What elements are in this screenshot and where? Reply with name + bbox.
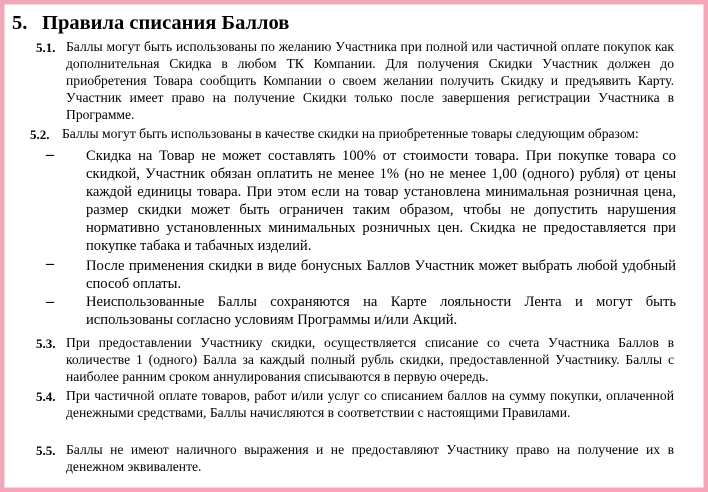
bullet-text: Скидка на Товар не может составлять 100% от стоимости товара. При покупке товара со скидкой, Участник обязан оплатить не менее 1% (но не менее 1,00 (одного) рубля) от цены каждой единицы товара. При этом если на товар установлена минимальная розничная цена, размер скидки может быть ограничен таким образом, чтобы не допустить нарушения нормативно установленных минимальных розничных цен. Скидка не предоставляется при покупке табака и табачных изделий. [86, 148, 676, 254]
item-text: Баллы могут быть использованы по желанию Участника при полной или частичной оплате покупок как дополнительная Скидка в любом ТК Компании. Для получения Скидки Участник должен до приобретения Товара сообщить Компании о своем желании получить Скидку и предъявить Карту. Участник имеет право на получение Скидки только после завершения регистрации Участника в Программе. [66, 39, 674, 122]
item-text: Баллы могут быть использованы в качестве скидки на приобретенные товары следующим образом: [62, 126, 639, 141]
item-text: При предоставлении Участнику скидки, осуществляется списание со счета Участника Баллов в количестве 1 (одного) Балла за каждый полный рубль скидки, предоставленной Участнику. Баллы с наиболее ранним сроком аннулирования списываются в первую очередь. [66, 335, 674, 384]
item-number: 5.2. [30, 127, 50, 142]
item-text: При частичной оплате товаров, работ и/или услуг со списанием баллов на сумму покупки, оплаченной денежными средствами, Баллы начисляются в соответствии с настоящими Правилами. [66, 388, 674, 420]
bullet-marker: – [46, 146, 54, 163]
section-heading [12, 12, 289, 35]
bullet-text: После применения скидки в виде бонусных Баллов Участник может выбрать любой удобный способ оплаты. [86, 258, 676, 292]
bullet-text: Неиспользованные Баллы сохраняются на Карте лояльности Лента и могут быть использованы согласно условиям Программы и/или Акций. [86, 294, 676, 328]
item-text: Баллы не имеют наличного выражения и не предоставляют Участнику право на получение их в денежном эквиваленте. [66, 442, 674, 474]
bullet-marker: – [46, 255, 54, 272]
section-number: 5. [12, 12, 28, 34]
item-number: 5.4. [36, 389, 56, 404]
item-number: 5.1. [36, 40, 56, 55]
section-title: Правила списания Баллов [42, 12, 290, 34]
item-number: 5.3. [36, 336, 56, 351]
item-number: 5.5. [36, 443, 56, 458]
bullet-marker: – [46, 293, 54, 310]
